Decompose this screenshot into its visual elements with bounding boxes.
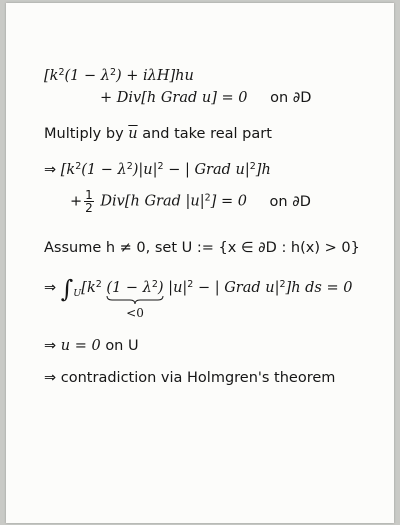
implies-arrow-3: ⇒: [44, 338, 57, 354]
multiply-post: and take real part: [142, 126, 272, 142]
eq1-part-c: ) + iλH]hu: [116, 68, 194, 84]
eq3-part-a: [k: [60, 162, 76, 178]
eq2-condition: on ∂D: [270, 90, 312, 106]
conclusion-line: [44, 369, 335, 387]
eq2-part-a: + Div[h Grad u] = 0: [100, 90, 248, 106]
assume-statement: Assume h ≠ 0, set U := {x ∈ ∂D : h(x) > 0}: [44, 240, 360, 256]
eq4-part-a: Div[h Grad |u|: [100, 193, 205, 210]
eq1-exp-2: 2: [109, 67, 116, 78]
eq5-part-d: − | Grad u|: [193, 280, 280, 296]
eq4-part-b: ] = 0: [210, 193, 247, 210]
assume-text: [44, 239, 360, 257]
u-bar-symbol: $\overline{u}$: [128, 126, 138, 142]
multiply-pre: Multiply by: [44, 126, 124, 142]
integral-sign: ∫: [60, 275, 74, 303]
equation-line-3: ⇒ [$k^2(1 - \lambda^2)|u|^2$ − | Grad $u|^2]h$: [44, 161, 271, 178]
eq6-part-a: u = 0: [60, 338, 101, 354]
underbrace-group: $(1 - \lambda^2)$ <0: [106, 279, 164, 320]
eq3-part-b: (1 − λ: [81, 162, 127, 178]
conclusion-text: contradiction via Holmgren's theorem: [60, 370, 336, 386]
plus-sign: +: [70, 193, 83, 210]
eq1-part-a: [k: [44, 68, 59, 84]
equation-line-2: [100, 89, 311, 107]
implies-arrow-1: ⇒: [44, 162, 57, 178]
half-fraction: $\frac{1}{2}$: [85, 188, 93, 215]
eq3-part-c: )|u|: [132, 162, 158, 178]
underbrace-label: <0: [126, 306, 144, 320]
document-page: [6, 3, 394, 523]
eq1-exp-1: 2: [58, 67, 65, 78]
equation-line-1: [44, 67, 194, 85]
multiply-text: [44, 125, 272, 143]
eq5-part-a: [k: [81, 280, 96, 296]
eq5-part-e: ]h ds = 0: [285, 280, 353, 296]
eq3-part-d: − | Grad u|: [163, 162, 250, 178]
implies-arrow-2: ⇒: [44, 280, 57, 296]
eq5-part-c: |u|: [163, 280, 188, 296]
eq5-underbrace-term: (1 − λ: [106, 280, 152, 296]
equation-line-6: [44, 337, 139, 355]
equation-line-5: ⇒ $\int_U[k^2$ $(1 - \lambda^2)$ <0 $|u|^2$ − | Grad $u|^2]h$ ds = 0: [44, 275, 353, 320]
implies-arrow-4: ⇒: [44, 370, 57, 386]
eq4-condition: on ∂D: [269, 193, 311, 210]
equation-line-4: + $\frac{1}{2}$ Div[h Grad $|u|^2] = 0$ on ∂D: [70, 188, 311, 215]
integral-domain: U: [73, 288, 82, 299]
eq3-part-e: ]h: [255, 162, 271, 178]
eq1-part-b: (1 − λ: [64, 68, 110, 84]
eq6-part-b: on U: [105, 338, 139, 354]
